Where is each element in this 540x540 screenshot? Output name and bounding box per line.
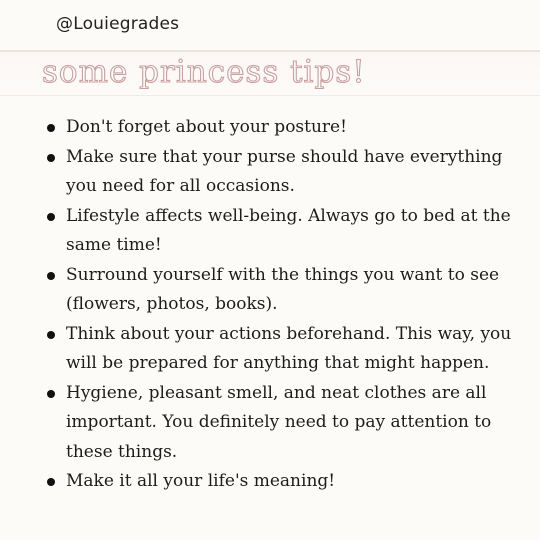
tip-text: Don't forget about your posture!	[66, 117, 347, 137]
list-item	[46, 261, 530, 320]
bullet-icon	[47, 331, 55, 339]
bullet-icon	[47, 213, 55, 221]
account-handle: @Louiegrades	[56, 14, 180, 34]
tip-text: Think about your actions beforehand. This way, you will be prepared for anything that might happen.	[66, 323, 512, 373]
bullet-icon	[47, 154, 55, 162]
list-item	[46, 113, 530, 143]
list-item	[46, 379, 530, 468]
list-item	[46, 143, 530, 202]
list-item	[46, 202, 530, 261]
bullet-icon	[47, 390, 55, 398]
page-title: some princess tips!	[42, 54, 366, 90]
tip-text: Lifestyle affects well-being. Always go to bed at the same time!	[66, 205, 511, 255]
bullet-icon	[47, 272, 55, 280]
list-item	[46, 320, 530, 379]
tip-text: Make sure that your purse should have everything you need for all occasions.	[66, 146, 503, 196]
bullet-icon	[47, 478, 55, 486]
tip-text: Surround yourself with the things you want to see (flowers, photos, books).	[66, 264, 500, 314]
list-item	[46, 467, 530, 497]
tips-list	[46, 113, 530, 497]
tip-text: Make it all your life's meaning!	[66, 471, 336, 491]
tip-text: Hygiene, pleasant smell, and neat clothes are all important. You definitely need to pay attention to these things.	[66, 382, 492, 462]
bullet-icon	[47, 124, 55, 132]
